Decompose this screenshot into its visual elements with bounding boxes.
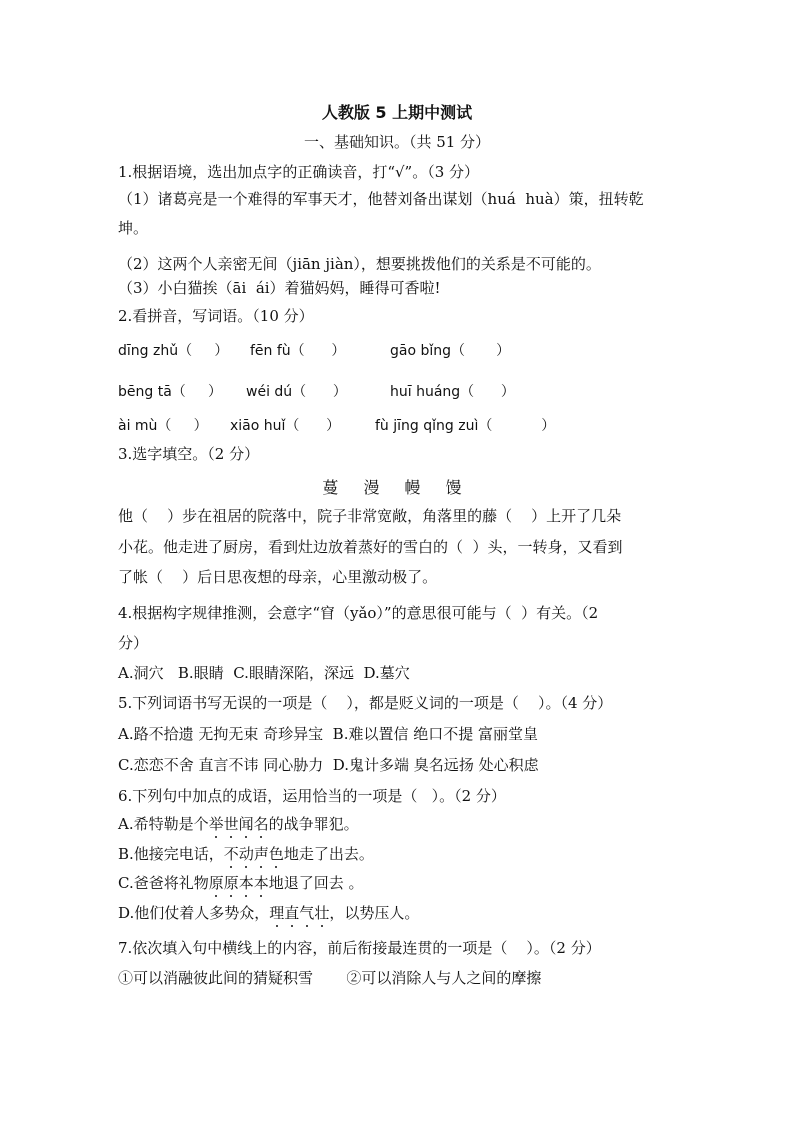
- q3-text-1: 他（ ）步在祖居的院落中，院子非常宽敞，角落里的藤（ ）上开了几朵: [118, 507, 622, 525]
- q4-prompt-cont: 分）: [118, 634, 149, 652]
- pinyin-blank: huī huáng（ ）: [390, 384, 515, 400]
- q1-item-1: （1）诸葛亮是一个难得的军事天才，他替刘备出谋划（huá huà）策，扭转乾: [118, 190, 644, 208]
- q5-option-cd: C.恋恋不舍 直言不讳 同心胁力 D.鬼计多端 臭名远扬 处心积虑: [118, 756, 539, 774]
- q7-prompt: 7.依次填入句中横线上的内容，前后衔接最连贯的一项是（ ）。（2 分）: [118, 939, 601, 957]
- pinyin-blank: bēng tā（ ）: [118, 384, 223, 400]
- option-text: 地退了回去 。: [268, 874, 364, 892]
- q7-items: ①可以消融彼此间的猜疑积雪 ②可以消除人与人之间的摩擦: [118, 969, 542, 987]
- q4-prompt: 4.根据构字规律推测，会意字“窅（yǎo）”的意思很可能与（ ）有关。（2: [118, 604, 599, 622]
- dotted-idiom: 不动声色: [223, 845, 284, 863]
- pinyin-blank: wéi dú（ ）: [246, 384, 347, 400]
- option-text: D.他们仗着人多势众，: [118, 904, 270, 922]
- dotted-idiom: 原原本本: [208, 874, 269, 892]
- q6-option-c: [118, 873, 364, 893]
- dotted-idiom: 举世闻名: [208, 815, 269, 833]
- q6-option-a: [118, 814, 359, 834]
- q3-choices: 蔓 漫 幔 馒: [322, 478, 472, 497]
- q3-text-2: 小花。他走进了厨房，看到灶边放着蒸好的雪白的（ ）头，一转身，又看到: [118, 538, 623, 556]
- q3-prompt: 3.选字填空。（2 分）: [118, 445, 260, 463]
- q6-option-d: [118, 903, 419, 923]
- q6-prompt: 6.下列句中加点的成语，运用恰当的一项是（ ）。（2 分）: [118, 787, 506, 805]
- q5-prompt: 5.下列词语书写无误的一项是（ ），都是贬义词的一项是（ ）。（4 分）: [118, 694, 613, 712]
- pinyin-blank: xiāo huǐ（ ）: [230, 418, 341, 434]
- q1-prompt: 1.根据语境，选出加点字的正确读音，打“√”。（3 分）: [118, 163, 480, 181]
- q5-option-ab: A.路不拾遗 无拘无束 奇珍异宝 B.难以置信 绝口不提 富丽堂皇: [118, 725, 539, 743]
- page-title: 人教版 5 上期中测试: [321, 103, 473, 122]
- pinyin-blank: fēn fù（ ）: [250, 343, 346, 359]
- pinyin-blank: gāo bǐng（ ）: [390, 343, 511, 359]
- option-text: B.他接完电话，: [118, 845, 224, 863]
- option-text: 的战争罪犯。: [268, 815, 359, 833]
- section-heading: 一、基础知识。（共 51 分）: [303, 133, 491, 151]
- option-text: A.希特勒是个: [118, 815, 209, 833]
- q1-item-3: （3）小白猫挨（āi ái）着猫妈妈，睡得可香啦!: [118, 279, 441, 297]
- option-text: C.爸爸将礼物: [118, 874, 209, 892]
- pinyin-blank: dīng zhǔ（ ）: [118, 343, 229, 359]
- dotted-idiom: 理直气壮: [269, 904, 330, 922]
- q1-item-2: （2）这两个人亲密无间（jiān jiàn），想要挑拨他们的关系是不可能的。: [118, 255, 601, 273]
- option-text: 地走了出去。: [283, 845, 374, 863]
- option-text: ，以势压人。: [329, 904, 420, 922]
- pinyin-blank: fù jīng qǐng zuì（ ）: [375, 418, 556, 434]
- q2-prompt: 2.看拼音，写词语。（10 分）: [118, 307, 314, 325]
- pinyin-blank: ài mù（ ）: [118, 418, 208, 434]
- q1-item-1-cont: 坤。: [118, 219, 149, 237]
- q3-text-3: 了帐（ ）后日思夜想的母亲，心里激动极了。: [118, 568, 438, 586]
- q6-option-b: [118, 844, 374, 864]
- q4-options: A.洞穴 B.眼睛 C.眼睛深陷，深远 D.墓穴: [118, 664, 410, 682]
